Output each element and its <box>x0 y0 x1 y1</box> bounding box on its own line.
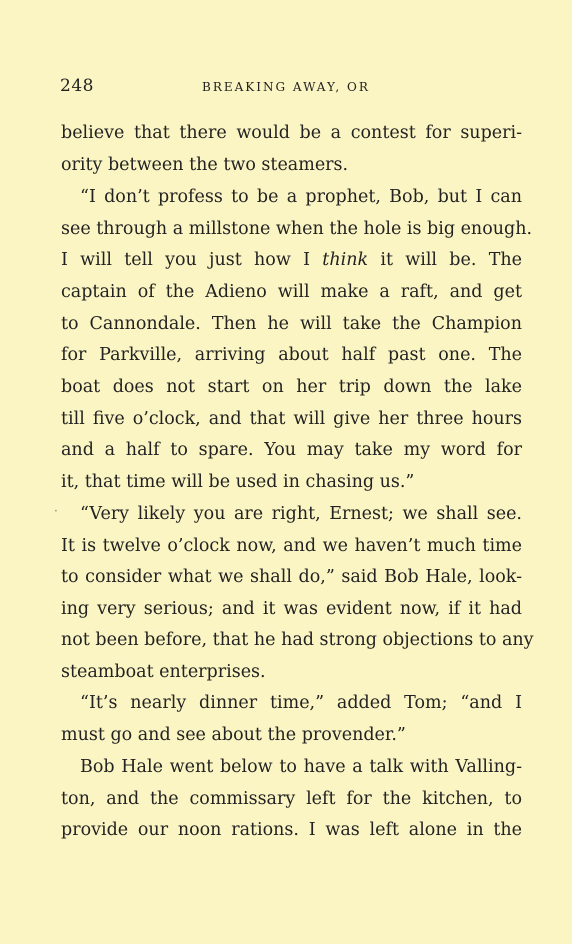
text-line: and a half to spare. You may take my word for <box>61 440 522 460</box>
text-line: boat does not start on her trip down the lake <box>61 377 522 397</box>
text-line: to Cannondale. Then he will take the Champion <box>61 314 522 334</box>
text-line: not been before, that he had strong objections to any <box>61 630 534 650</box>
text-line: “It’s nearly dinner time,” added Tom; “and I <box>80 693 522 713</box>
text-line: Bob Hale went below to have a talk with Valling- <box>80 757 522 777</box>
text-line: “Very likely you are right, Ernest; we shall see. <box>80 504 522 524</box>
text-line: ing very serious; and it was evident now, if it had <box>61 599 522 619</box>
text-line: believe that there would be a contest for superi- <box>61 123 522 143</box>
text-line: see through a millstone when the hole is big enough. <box>61 219 533 239</box>
text-line: “I don’t profess to be a prophet, Bob, but I can <box>80 187 522 207</box>
running-title: BREAKING AWAY, OR <box>202 80 370 94</box>
text-line: to consider what we shall do,” said Bob Hale, look- <box>61 567 522 587</box>
text-line: ority between the two steamers. <box>61 155 349 175</box>
text-line: captain of the Adieno will make a raft, and get <box>61 282 522 302</box>
emphasis-word: think <box>322 250 369 270</box>
margin-mark: ‧ <box>54 504 58 518</box>
page-number: 248 <box>60 76 94 96</box>
text-line: provide our noon rations. I was left alone in the <box>61 820 522 840</box>
text-line: must go and see about the provender.” <box>61 725 406 745</box>
text-line: It is twelve o’clock now, and we haven’t much time <box>61 536 522 556</box>
text-line: ton, and the commissary left for the kitchen, to <box>61 789 522 809</box>
text-line: steamboat enterprises. <box>61 662 266 682</box>
text-line: it, that time will be used in chasing us.” <box>61 472 415 492</box>
text-line: for Parkville, arriving about half past one. The <box>61 345 522 365</box>
text-line: till five o’clock, and that will give her three hours <box>61 409 522 429</box>
text-line: I will tell you just how I think it will be. The <box>61 250 522 270</box>
